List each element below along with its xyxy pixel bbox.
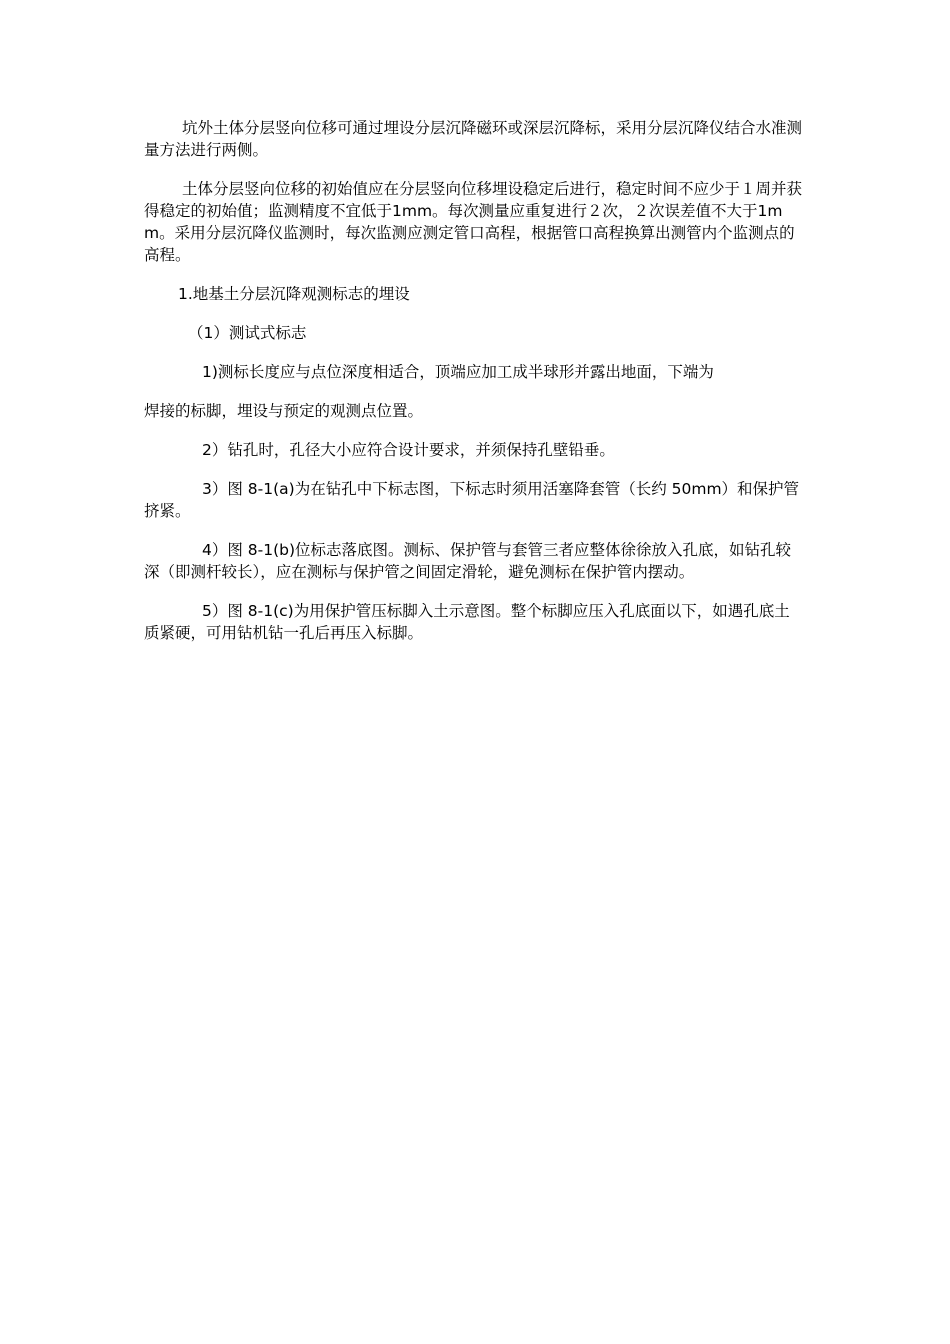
paragraph-initial-value: 土体分层竖向位移的初始值应在分层竖向位移埋设稳定后进行，稳定时间不应少于１周并获得稳定的初始值；监测精度不宜低于1mm。每次测量应重复进行２次，２次误差值不大于1mm。采用分层沉降仪监测时，每次监测应测定管口高程，根据管口高程换算出测管内个监测点的高程。 <box>144 180 803 264</box>
paragraph-intro: 坑外土体分层竖向位移可通过埋设分层沉降磁环或深层沉降标，采用分层沉降仪结合水准测量方法进行两侧。 <box>144 119 803 159</box>
step-1-line-1: 1)测标长度应与点位深度相适合，顶端应加工成半球形并露出地面，下端为 <box>202 363 714 381</box>
step-1-line-2: 焊接的标脚，埋设与预定的观测点位置。 <box>144 402 424 420</box>
step-3: 3）图 8-1(a)为在钻孔中下标志图，下标志时须用活塞降套管（长约 50mm）和保护管挤紧。 <box>144 480 800 520</box>
step-4: 4）图 8-1(b)位标志落底图。测标、保护管与套管三者应整体徐徐放入孔底，如钻孔较深（即测杆较长），应在测标与保护管之间固定滑轮，避免测标在保护管内摆动。 <box>144 541 792 581</box>
step-5: 5）图 8-1(c)为用保护管压标脚入土示意图。整个标脚应压入孔底面以下，如遇孔底土质紧硬，可用钻机钻一孔后再压入标脚。 <box>144 602 790 642</box>
section-heading: 1.地基土分层沉降观测标志的埋设 <box>178 285 410 303</box>
step-2: 2）钻孔时，孔径大小应符合设计要求，并须保持孔壁铅垂。 <box>202 441 615 459</box>
subsection-heading: （1）测试式标志 <box>188 324 307 342</box>
document-body <box>144 117 804 644</box>
